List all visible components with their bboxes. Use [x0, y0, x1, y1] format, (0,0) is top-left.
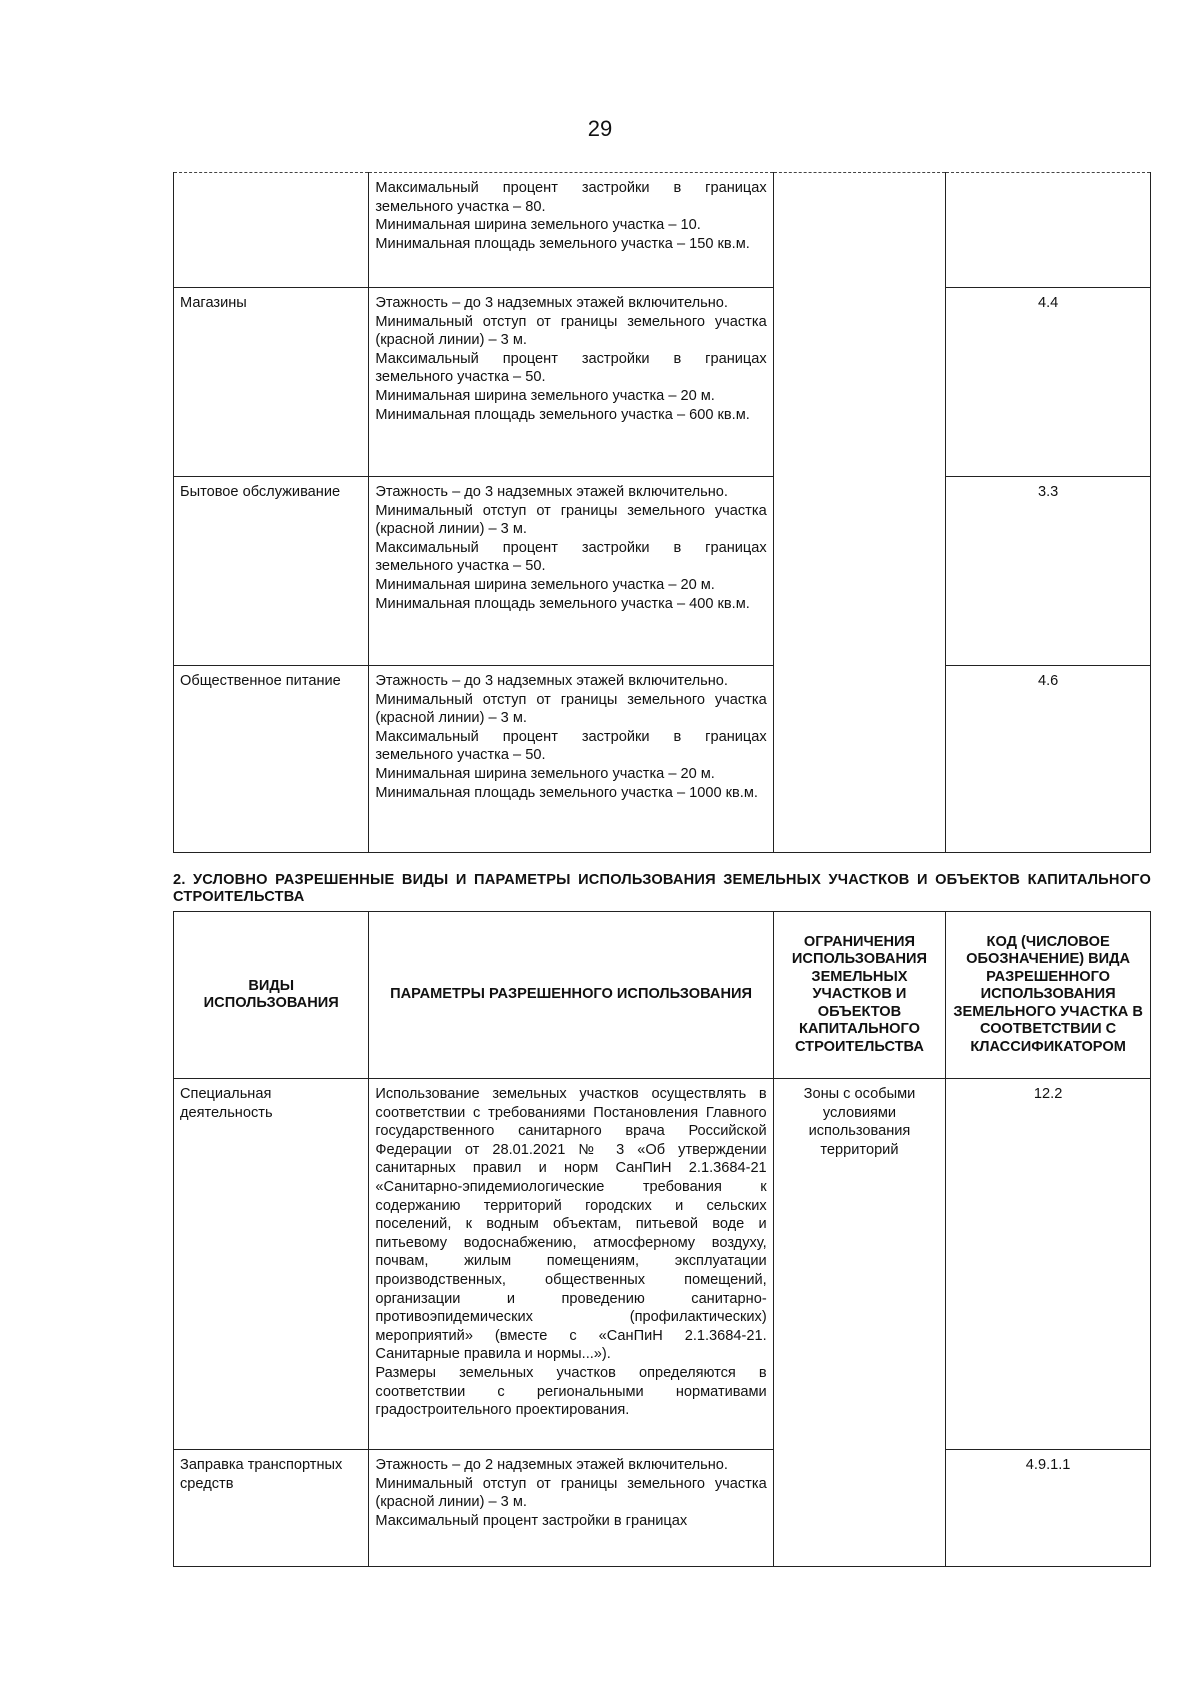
- column-header-code: КОД (ЧИСЛОВОЕ ОБОЗНАЧЕНИЕ) ВИДА РАЗРЕШЕННОГО ИСПОЛЬЗОВАНИЯ ЗЕМЕЛЬНОГО УЧАСТКА В СООТВЕТСТВИИ С КЛАССИФИКАТОРОМ: [946, 912, 1151, 1079]
- parameter-line: Максимальный процент застройки в границах земельного участка – 80.: [375, 180, 767, 215]
- page-number: 29: [587, 116, 613, 141]
- table-row: [174, 477, 1151, 666]
- parameters-cell: [369, 477, 773, 666]
- parameter-line: Минимальная площадь земельного участка – 150 кв.м.: [375, 235, 750, 252]
- parameter-line: Минимальный отступ от границы земельного участка (красной линии) – 3 м.: [375, 313, 767, 349]
- use-kind-cell: Бытовое обслуживание: [174, 477, 369, 666]
- parameter-line: Использование земельных участков осуществлять в соответствии с требованиями Постановления Главного государственного санитарного врача Российской Федерации от 28.01.2021 № 3 «Об утверждении санитарных правил и норм СанПиН 2.1.3684-21 «Санитарно-эпидемиологические требования к содержанию территорий городских и сельских поселений, к водным объектам, питьевой воде и питьевому водоснабжению, атмосферному воздуху, почвам, жилым помещениям, эксплуатации производственных, общественных помещений, организации и проведению санитарно-противоэпидемических (профилактических) мероприятий» (вместе с «СанПиН 2.1.3684-21. Санитарные правила и нормы...»).: [375, 1086, 767, 1363]
- code-cell: 4.9.1.1: [946, 1450, 1151, 1567]
- conditionally-permitted-uses-table: [173, 911, 1151, 1567]
- parameter-line: Минимальная ширина земельного участка – 10.: [375, 217, 701, 234]
- parameter-line: Этажность – до 2 надземных этажей включительно.: [375, 1457, 728, 1473]
- parameter-line: Максимальный процент застройки в границах земельного участка – 50.: [375, 728, 767, 764]
- parameter-line: Этажность – до 3 надземных этажей включительно.: [375, 295, 728, 311]
- parameter-line: Минимальная ширина земельного участка – 20 м.: [375, 387, 715, 404]
- parameters-cell: [369, 173, 773, 288]
- parameter-line: Максимальный процент застройки в границах земельного участка – 50.: [375, 350, 767, 386]
- permitted-uses-table-continued: [173, 172, 1151, 853]
- column-header-use-kinds: ВИДЫ ИСПОЛЬЗОВАНИЯ: [174, 912, 369, 1079]
- code-cell: 4.4: [946, 288, 1151, 477]
- use-kind-cell: Общественное питание: [174, 666, 369, 853]
- parameter-line: Максимальный процент застройки в границах: [375, 1512, 688, 1529]
- parameter-line: Минимальная ширина земельного участка – 20 м.: [375, 576, 715, 593]
- parameter-line: Минимальный отступ от границы земельного участка (красной линии) – 3 м.: [375, 502, 767, 538]
- parameter-line: Минимальный отступ от границы земельного участка (красной линии) – 3 м.: [375, 691, 767, 727]
- use-kind-cell: Заправка транспортных средств: [174, 1450, 369, 1567]
- code-cell: 12.2: [946, 1079, 1151, 1450]
- restrictions-cell: Зоны с особыми условиями использования территорий: [773, 1079, 946, 1567]
- parameter-line: Этажность – до 3 надземных этажей включительно.: [375, 484, 728, 500]
- parameter-line: Минимальная площадь земельного участка – 400 кв.м.: [375, 595, 750, 612]
- parameter-line: Минимальная площадь земельного участка – 600 кв.м.: [375, 406, 750, 423]
- column-header-restrictions: ОГРАНИЧЕНИЯ ИСПОЛЬЗОВАНИЯ ЗЕМЕЛЬНЫХ УЧАСТКОВ И ОБЪЕКТОВ КАПИТАЛЬНОГО СТРОИТЕЛЬСТВА: [773, 912, 946, 1079]
- parameter-line: Минимальная площадь земельного участка – 1000 кв.м.: [375, 784, 758, 801]
- section-2-title: 2. УСЛОВНО РАЗРЕШЕННЫЕ ВИДЫ И ПАРАМЕТРЫ ИСПОЛЬЗОВАНИЯ ЗЕМЕЛЬНЫХ УЧАСТКОВ И ОБЪЕКТОВ КАПИТАЛЬНОГО СТРОИТЕЛЬСТВА: [173, 872, 1151, 905]
- column-header-parameters: ПАРАМЕТРЫ РАЗРЕШЕННОГО ИСПОЛЬЗОВАНИЯ: [369, 912, 773, 1079]
- table-row: [174, 288, 1151, 477]
- code-cell: [946, 173, 1151, 288]
- use-kind-cell: [174, 173, 369, 288]
- parameters-cell: [369, 1079, 773, 1450]
- parameters-cell: [369, 288, 773, 477]
- table-row: [174, 173, 1151, 288]
- code-cell: 4.6: [946, 666, 1151, 853]
- table-row: [174, 1079, 1151, 1450]
- code-cell: 3.3: [946, 477, 1151, 666]
- parameter-line: Размеры земельных участков определяются в соответствии с региональными нормативами градостроительного проектирования.: [375, 1364, 767, 1419]
- parameter-line: Минимальный отступ от границы земельного участка (красной линии) – 3 м.: [375, 1475, 767, 1511]
- parameters-cell: [369, 1450, 773, 1567]
- parameter-line: Максимальный процент застройки в границах земельного участка – 50.: [375, 539, 767, 575]
- table-header-row: [174, 912, 1151, 1079]
- parameter-line: Минимальная ширина земельного участка – 20 м.: [375, 765, 715, 782]
- use-kind-cell: Специальная деятельность: [174, 1079, 369, 1450]
- parameter-line: Этажность – до 3 надземных этажей включительно.: [375, 673, 728, 689]
- restrictions-cell: [773, 173, 946, 853]
- use-kind-cell: Магазины: [174, 288, 369, 477]
- table-row: [174, 1450, 1151, 1567]
- table-row: [174, 666, 1151, 853]
- parameters-cell: [369, 666, 773, 853]
